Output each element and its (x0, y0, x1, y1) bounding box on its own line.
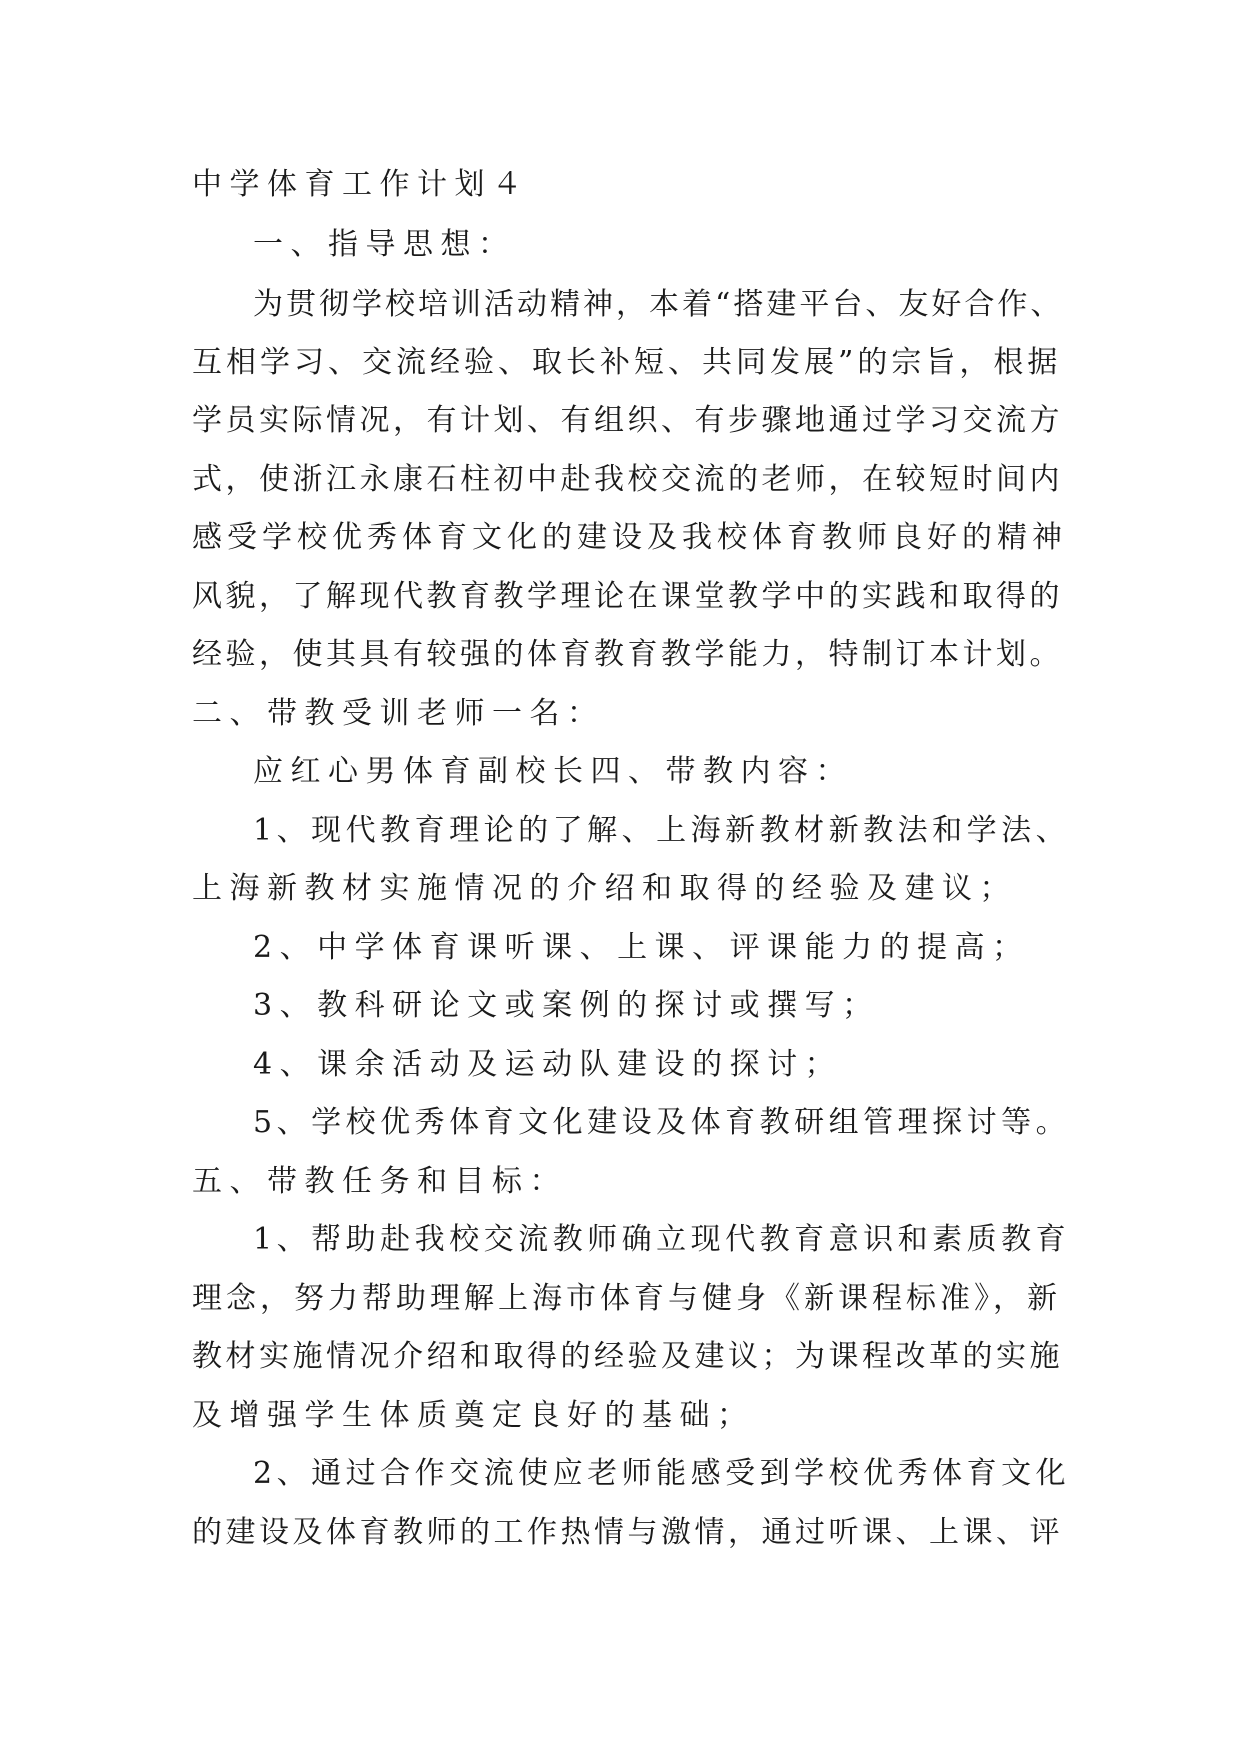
section-heading: 一、指导思想： (253, 227, 516, 262)
list-item: 3、教科研论文或案例的探讨或撰写； (253, 988, 880, 1023)
paragraph-line: 为贯彻学校培训活动精神，本着“搭建平台、友好合作、 (253, 287, 1064, 322)
list-item-continuation: 理念，努力帮助理解上海市体育与健身《新课程标准》，新 (192, 1281, 1061, 1316)
paragraph-line: 式，使浙江永康石柱初中赴我校交流的老师，在较短时间内 (192, 462, 1063, 497)
paragraph-line: 感受学校优秀体育文化的建设及我校体育教师良好的精神 (192, 520, 1067, 555)
list-item: 2、通过合作交流使应老师能感受到学校优秀体育文化 (253, 1456, 1071, 1491)
paragraph-line: 应红心男体育副校长四、带教内容： (253, 754, 853, 789)
paragraph-line: 互相学习、交流经验、取长补短、共同发展”的宗旨，根据 (192, 345, 1062, 380)
list-item: 2、中学体育课听课、上课、评课能力的提高； (253, 930, 1030, 965)
list-item: 4、课余活动及运动队建设的探讨； (253, 1047, 843, 1082)
paragraph-line: 学员实际情况，有计划、有组织、有步骤地通过学习交流方 (192, 403, 1063, 438)
section-heading: 二、带教受训老师一名： (192, 696, 605, 731)
list-item-continuation: 教材实施情况介绍和取得的经验及建议；为课程改革的实施 (192, 1339, 1063, 1374)
section-heading: 五、带教任务和目标： (192, 1164, 567, 1199)
document-title: 中学体育工作计划４ (192, 167, 530, 202)
list-item: 5、学校优秀体育文化建设及体育教研组管理探讨等。 (253, 1105, 1071, 1140)
list-item: 1、现代教育理论的了解、上海新教材新教法和学法、 (253, 813, 1071, 848)
paragraph-line: 经验，使其具有较强的体育教育教学能力，特制订本计划。 (192, 637, 1063, 672)
list-item-continuation: 的建设及体育教师的工作热情与激情，通过听课、上课、评 (192, 1515, 1063, 1550)
list-item-continuation: 及增强学生体质奠定良好的基础； (192, 1398, 755, 1433)
list-item-continuation: 上海新教材实施情况的介绍和取得的经验及建议； (192, 871, 1017, 906)
list-item: 1、帮助赴我校交流教师确立现代教育意识和素质教育 (253, 1222, 1071, 1257)
paragraph-line: 风貌，了解现代教育教学理论在课堂教学中的实践和取得的 (192, 579, 1063, 614)
